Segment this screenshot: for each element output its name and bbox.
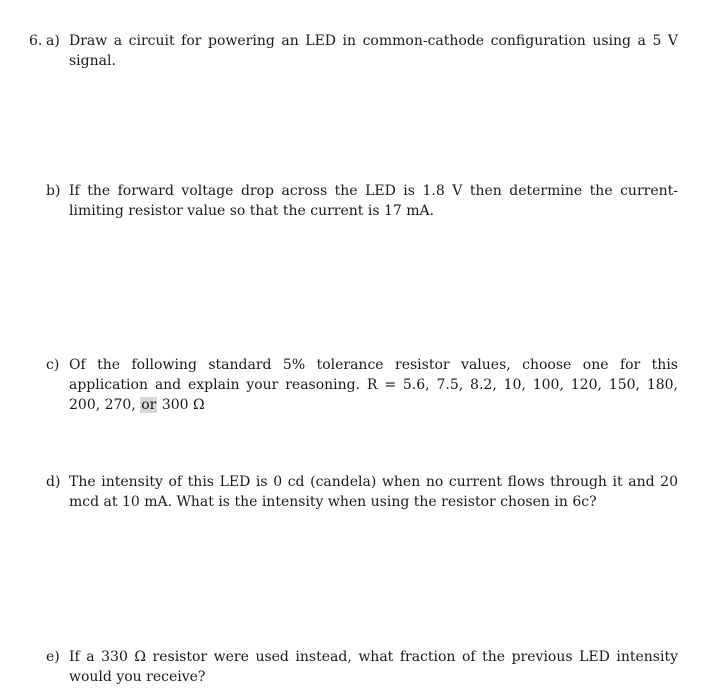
part-c-text — [69, 355, 678, 415]
part-e-label: e) — [46, 649, 60, 665]
part-c-text-end: 300 Ω — [161, 397, 205, 413]
question-number: 6. — [29, 33, 43, 49]
part-b-label: b) — [46, 183, 61, 199]
part-c — [46, 355, 678, 415]
part-c-highlighted-word: or — [141, 397, 157, 413]
part-c-label: c) — [46, 357, 60, 373]
part-a — [46, 31, 678, 71]
part-d-text: The intensity of this LED is 0 cd (candela) when no current flows through it and 20 mcd at 10 mA. What is the intensity when using the resistor chosen in 6c? — [69, 474, 678, 510]
part-b-text: If the forward voltage drop across the LED is 1.8 V then determine the current-limiting resistor value so that the current is 17 mA. — [69, 183, 678, 219]
part-e — [46, 647, 678, 687]
part-a-text: Draw a circuit for powering an LED in common-cathode configuration using a 5 V signal. — [69, 33, 678, 69]
part-d-label: d) — [46, 474, 61, 490]
part-c-text-main: Of the following standard 5% tolerance resistor values, choose one for this application and explain your reasoning. R = 5.6, 7.5, 8.2, 10, 100, 120, 150, 180, 200, 270, — [69, 357, 678, 413]
part-b — [46, 181, 678, 221]
part-e-text: If a 330 Ω resistor were used instead, what fraction of the previous LED intensity would you receive? — [69, 649, 678, 685]
part-d — [46, 472, 678, 512]
part-a-label: a) — [46, 33, 60, 49]
